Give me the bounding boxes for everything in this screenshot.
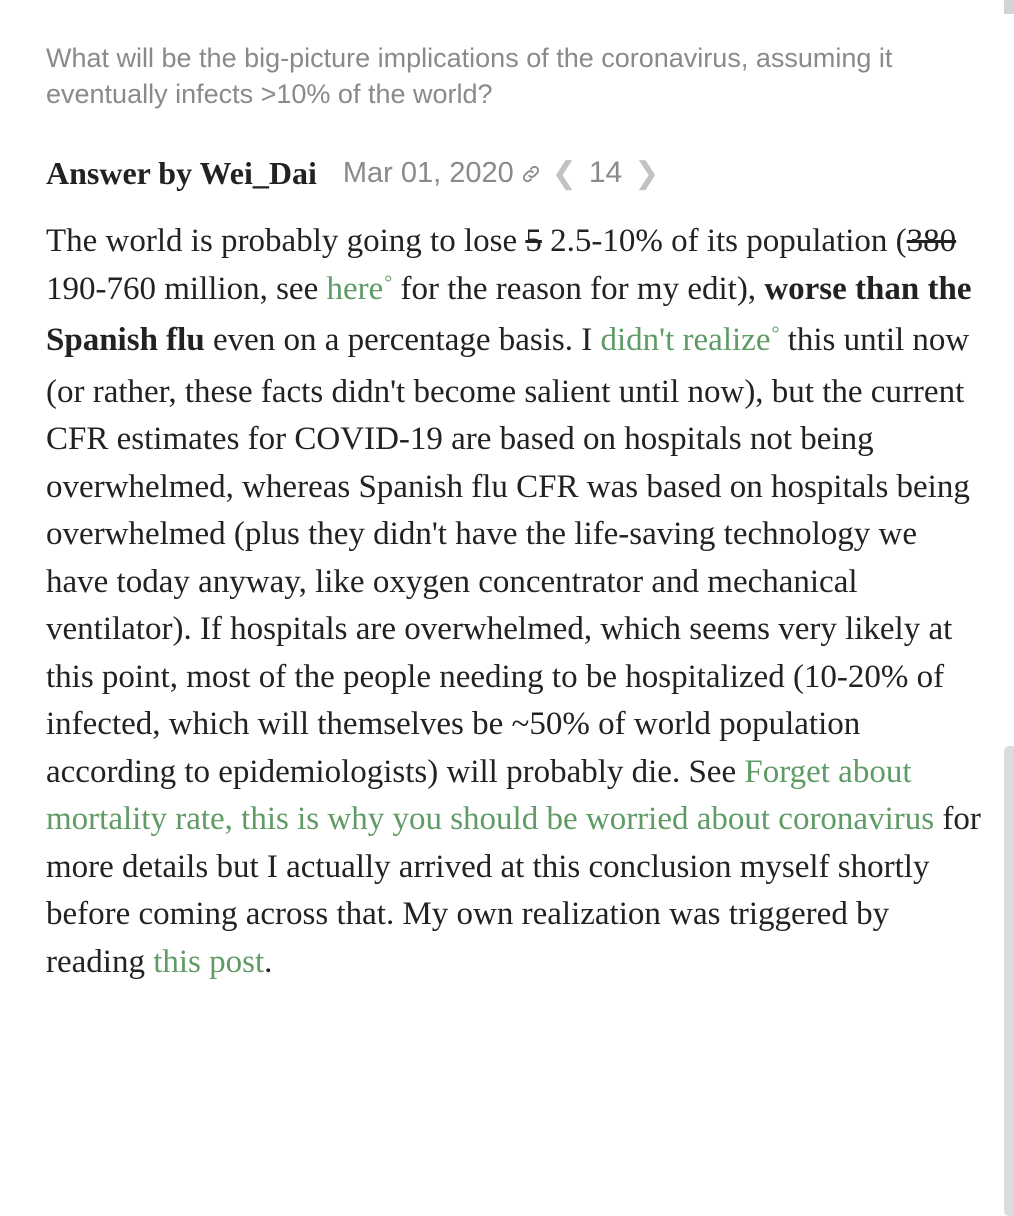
body-text-segment: 2.5-10% of its population ( — [541, 223, 907, 259]
body-text-segment: The world is probably going to lose — [46, 223, 526, 259]
link-here[interactable] — [326, 271, 392, 307]
link-degree-mark: ° — [771, 323, 780, 345]
karma-score: 14 — [588, 156, 623, 189]
body-text-segment: 190-760 million, see — [46, 270, 327, 307]
vote-up-button[interactable]: ❯ — [634, 155, 660, 191]
body-text-segment: for more details but I actually arrived at this conclusion myself shortly before coming across that. My own realization was triggered by reading — [46, 801, 981, 980]
body-text-segment: for the reason for my edit), — [392, 270, 765, 307]
corner-marker — [1004, 0, 1014, 14]
link-icon[interactable] — [520, 163, 542, 185]
scrollbar[interactable] — [1004, 746, 1014, 1216]
link-here-text[interactable]: here — [326, 270, 384, 307]
question-title[interactable]: What will be the big-picture implications of the coronavirus, assuming it eventually infects >10% of the world? — [46, 43, 893, 109]
struck-value: 380 — [906, 223, 957, 259]
body-text-segment: even on a percentage basis. I — [204, 322, 601, 358]
vote-down-button[interactable]: ❮ — [551, 155, 577, 191]
link-this-post[interactable]: this post — [153, 943, 265, 980]
answer-author-label: Answer by Wei_Dai — [46, 154, 317, 191]
body-text-segment: . — [264, 943, 273, 980]
link-forget-about-mortality-rate[interactable]: Forget about mortality rate, this is why you should be worried about coronavirus — [46, 753, 935, 837]
link-didnt-realize-text[interactable]: didn't realize — [600, 322, 771, 358]
answer-body — [46, 218, 986, 986]
struck-value: 5 — [525, 223, 542, 259]
bold-phrase: worse than the Spanish flu — [46, 270, 972, 358]
answer-header — [46, 150, 663, 196]
link-didnt-realize[interactable] — [601, 322, 780, 358]
link-degree-mark: ° — [384, 271, 393, 294]
answer-date[interactable]: Mar 01, 2020 — [342, 156, 514, 189]
body-text-segment: this until now (or rather, these facts didn't become salient until now), but the current CFR estimates for COVID-19 are based on hospitals not being overwhelmed, whereas Spanish flu CFR was based on hospitals being overwhelmed (plus they didn't have the life-saving technology we have today anyway, like oxygen concentrator and mechanical ventilator). If hospitals are overwhelmed, which seems very likely at this point, most of the people needing to be hospitalized (10-20% of infected, which will themselves be ~50% of world population according to epidemiologists) will probably die. See — [46, 322, 970, 790]
